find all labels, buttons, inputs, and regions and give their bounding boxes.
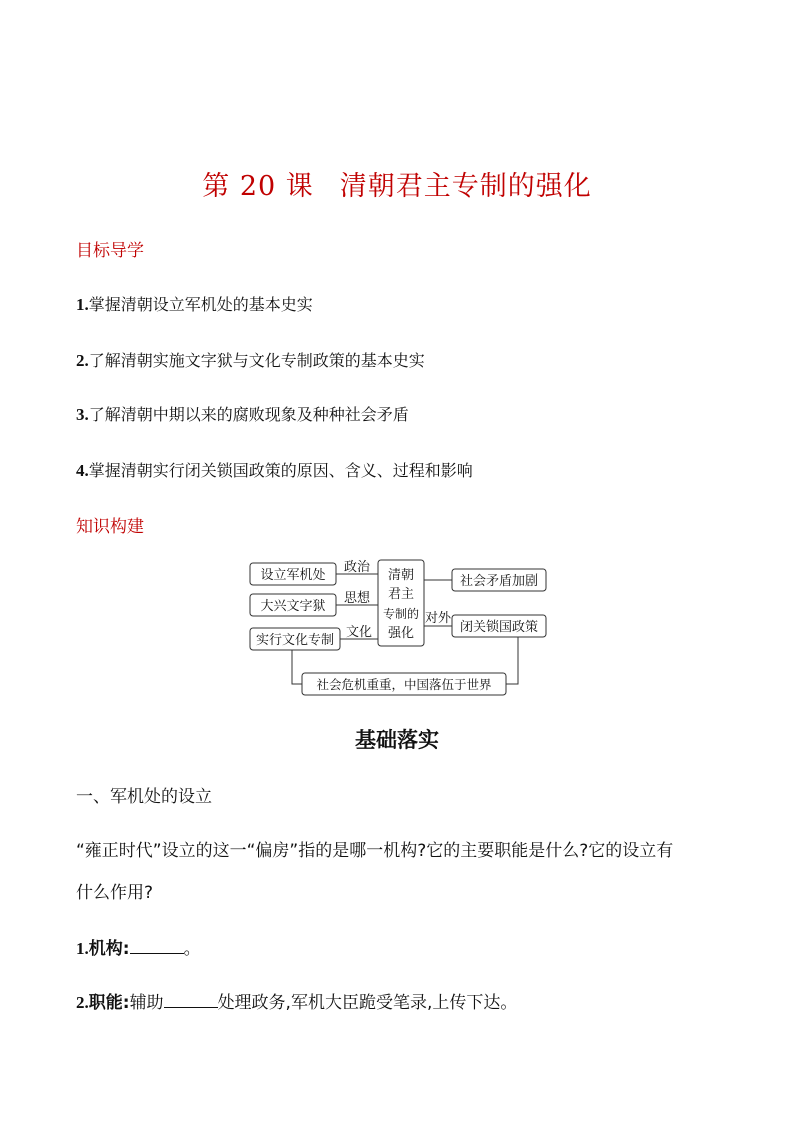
fill-blank-2[interactable] bbox=[164, 990, 218, 1008]
goal-item bbox=[76, 458, 473, 481]
lesson-title bbox=[0, 164, 794, 203]
answer-organization bbox=[76, 934, 201, 959]
diagram-text: 社会危机重重，中国落伍于世界 bbox=[316, 677, 492, 692]
goal-item bbox=[76, 348, 425, 371]
goal-number: 3. bbox=[76, 405, 89, 424]
goal-number: 2. bbox=[76, 351, 89, 370]
lesson-number: 第 20 课 bbox=[202, 171, 314, 202]
answer-label: 职能: bbox=[88, 993, 130, 1013]
question-line: “雍正时代”设立的这一“偏房”指的是哪一机构?它的主要职能是什么?它的设立有 bbox=[76, 841, 674, 861]
answer-text-post: 处理政务,军机大臣跪受笔录,上传下达。 bbox=[217, 993, 518, 1013]
diagram-text: 大兴文字狱 bbox=[260, 599, 326, 614]
goal-number: 1. bbox=[76, 295, 89, 314]
goal-item bbox=[76, 292, 313, 315]
diagram-label: 政治 bbox=[343, 560, 371, 575]
goal-text: 了解清朝中期以来的腐败现象及种种社会矛盾 bbox=[88, 405, 409, 424]
answer-function bbox=[76, 988, 517, 1013]
diagram-text: 实行文化专制 bbox=[255, 633, 335, 648]
goal-item bbox=[76, 402, 409, 425]
diagram-label: 思想 bbox=[343, 591, 371, 606]
fill-blank-1[interactable] bbox=[130, 936, 184, 954]
subsection-heading: 一、军机处的设立 bbox=[76, 787, 212, 807]
answer-number: 1. bbox=[76, 939, 89, 958]
diagram-text: 社会矛盾加剧 bbox=[459, 574, 539, 589]
answer-text-pre: 辅助 bbox=[129, 993, 164, 1013]
diagram-label: 对外 bbox=[424, 611, 452, 626]
knowledge-diagram bbox=[246, 556, 552, 698]
diagram-text: 清朝 bbox=[387, 568, 415, 583]
answer-number: 2. bbox=[76, 993, 89, 1012]
answer-end: 。 bbox=[183, 939, 201, 959]
answer-label: 机构: bbox=[88, 939, 130, 959]
diagram-label: 文化 bbox=[345, 625, 373, 640]
diagram-text: 君主 bbox=[387, 587, 415, 602]
diagram-connector bbox=[292, 650, 302, 684]
goal-number: 4. bbox=[76, 461, 89, 480]
section-title: 基础落实 bbox=[355, 728, 439, 752]
diagram-text: 设立军机处 bbox=[260, 568, 326, 583]
knowledge-heading: 知识构建 bbox=[76, 517, 144, 537]
question-line: 什么作用? bbox=[76, 883, 154, 903]
diagram-text: 闭关锁国政策 bbox=[459, 620, 539, 635]
goal-text: 掌握清朝实行闭关锁国政策的原因、含义、过程和影响 bbox=[88, 461, 473, 480]
lesson-name: 清朝君主专制的强化 bbox=[339, 171, 592, 202]
diagram-text: 专制的 bbox=[382, 607, 420, 621]
goal-text: 了解清朝实施文字狱与文化专制政策的基本史实 bbox=[88, 351, 425, 370]
diagram-text: 强化 bbox=[387, 626, 415, 641]
goals-heading: 目标导学 bbox=[76, 241, 144, 261]
diagram-connector bbox=[506, 637, 518, 684]
goal-text: 掌握清朝设立军机处的基本史实 bbox=[88, 295, 313, 314]
